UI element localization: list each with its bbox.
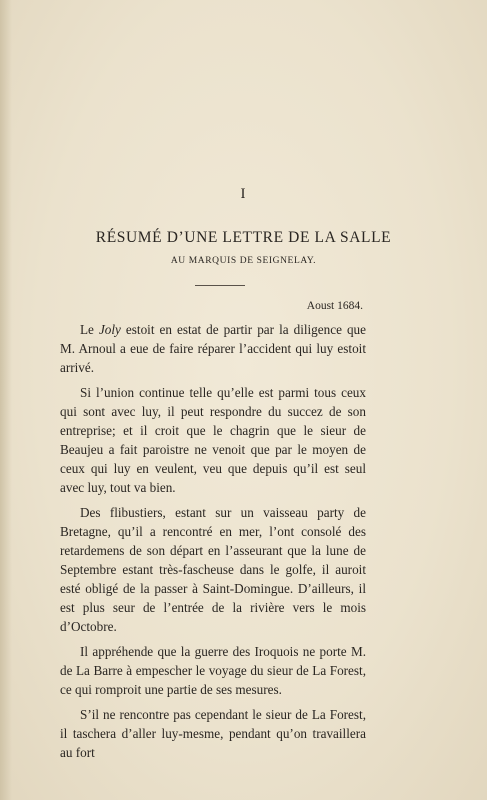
paragraph-1-start: Le [80,322,99,337]
title-divider [195,285,245,286]
chapter-subtitle: AU MARQUIS DE SEIGNELAY. [170,256,317,266]
paragraph-4: Il appréhende que la guerre des Iroquois ne porte M. de La Barre à empescher le voyage du sieur de La Forest, ce qui romproit une partie de ses mesures. [60,644,366,697]
paragraph-2: Si l’union continue telle qu’elle est parmi tous ceux qui sont avec luy, il peut respondre du succez de son entreprise; et il croit que le chagrin que le sieur de Beaujeu a fait paroistre ne venoit que par le moyen de ceux qui luy en veulent, veu que depuis qu’il est seul avec luy, tout va bien. [60,385,366,495]
ship-name: Joly [98,322,121,337]
paragraph-1 [60,320,366,377]
page-gutter-shadow [0,0,12,800]
paragraph-5: S’il ne rencontre pas cependant le sieur de La Forest, il taschera d’aller luy-mesme, pendant qu’on travaillera au fort [60,707,366,760]
chapter-title: RÉSUMÉ D’UNE LETTRE DE LA SALLE [95,229,392,246]
letter-body [60,320,366,768]
paragraph-1-rest: estoit en estat de partir par la diligence que M. Arnoul a eue de faire réparer l’accident qui luy estoit arrivé. [60,322,366,375]
chapter-number: I [240,186,247,202]
letter-date: Aoust 1684. [306,300,363,312]
paragraph-3: Des flibustiers, estant sur un vaisseau party de Bretagne, qu’il a rencontré en mer, l’ont consolé des retardemens de son départ en l’asseurant que la lune de Septembre estant très-fascheuse dans le golfe, il auroit esté obligé de la passer à Saint-Domingue. D’ailleurs, il est plus seur de l’entrée de la rivière vers le mois d’Octobre. [60,505,366,634]
